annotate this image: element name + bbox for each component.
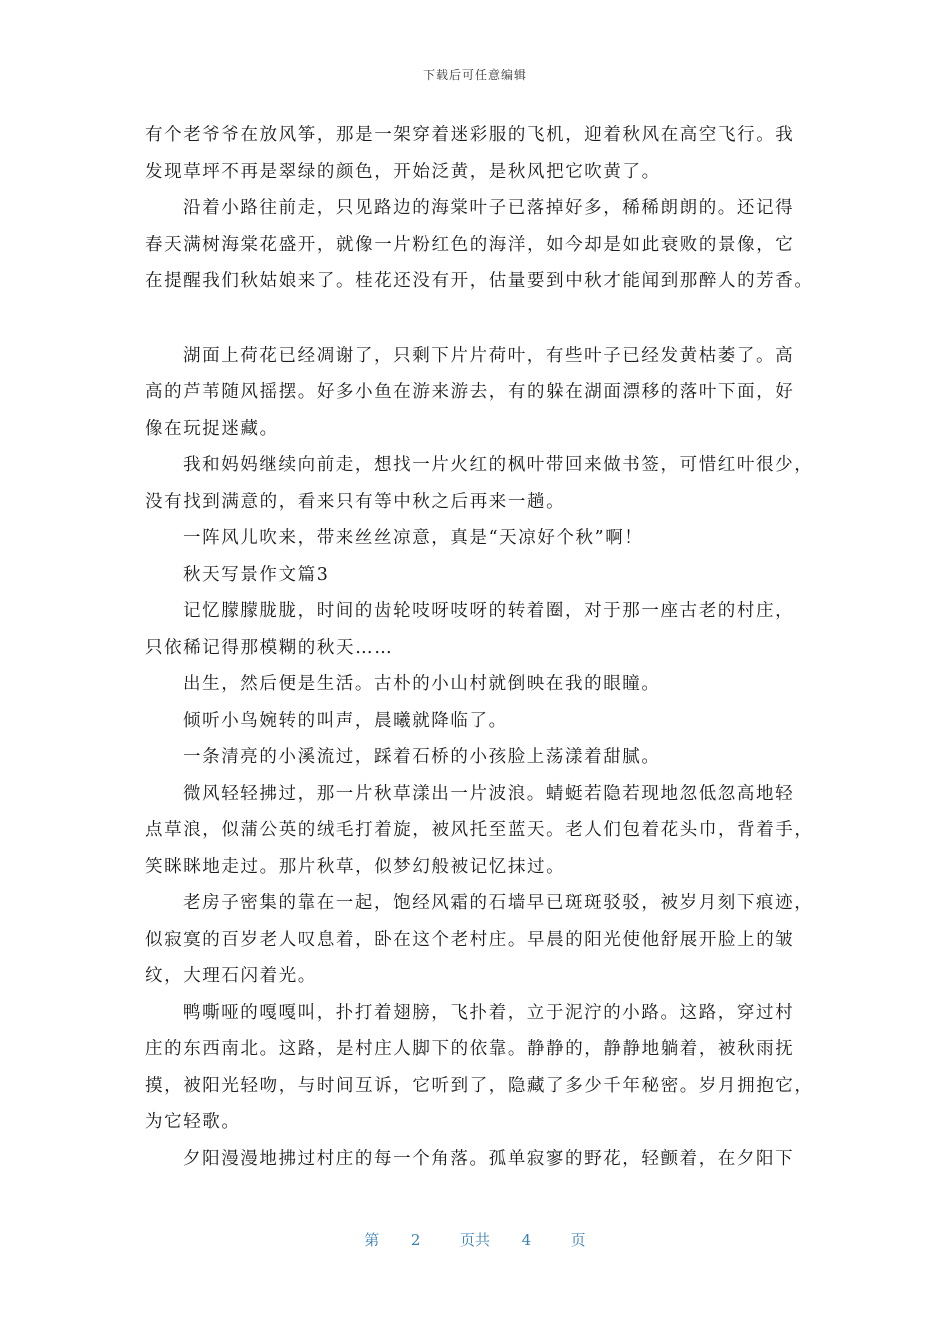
paragraph xyxy=(145,666,815,703)
text-line: 似寂寞的百岁老人叹息着，卧在这个老村庄。早晨的阳光使他舒展开脸上的皱 xyxy=(145,929,795,950)
text-line: 在提醒我们秋姑娘来了。桂花还没有开，估量要到中秋才能闻到那醉人的芳香。 xyxy=(145,271,814,291)
text-line: 湖面上荷花已经凋谢了，只剩下片片荷叶，有些叶子已经发黄枯萎了。高 xyxy=(183,345,795,366)
text-line: 有个老爷爷在放风筝，那是一架穿着迷彩服的飞机，迎着秋风在高空飞行。我 xyxy=(145,125,795,145)
text-line: 一阵风儿吹来，带来丝丝凉意，真是“天凉好个秋”啊！ xyxy=(183,528,644,548)
paragraph xyxy=(145,593,815,666)
text-line: 为它轻歌。 xyxy=(145,1112,241,1132)
text-line: 倾听小鸟婉转的叫声，晨曦就降临了。 xyxy=(183,710,508,731)
paragraph xyxy=(145,520,815,557)
text-line: 微风轻轻拂过，那一片秋草漾出一片波浪。蜻蜓若隐若现地忽低忽高地轻 xyxy=(183,783,795,804)
paragraph xyxy=(145,885,815,995)
text-line: 纹，大理石闪着光。 xyxy=(145,966,317,986)
paragraph xyxy=(145,190,815,300)
page-header xyxy=(0,66,950,83)
paragraph xyxy=(145,1141,815,1178)
paragraph xyxy=(145,776,815,886)
document-body xyxy=(145,117,815,1177)
text-line: 高的芦苇随风摇摆。好多小鱼在游来游去，有的躲在湖面漂移的落叶下面，好 xyxy=(145,382,795,402)
page-footer xyxy=(0,1229,950,1250)
text-line: 点草浪，似蒲公英的绒毛打着旋，被风托至蓝天。老人们包着花头巾，背着手， xyxy=(145,820,814,840)
text-line: 沿着小路往前走，只见路边的海棠叶子已落掉好多，稀稀朗朗的。还记得 xyxy=(183,198,795,218)
header-text: 下载后可任意编辑 xyxy=(422,68,527,82)
text-line: 一条清亮的小溪流过，踩着石桥的小孩脸上荡漾着甜腻。 xyxy=(183,747,661,767)
current-page-number: 2 xyxy=(410,1231,421,1249)
paragraph xyxy=(145,117,815,190)
paragraph-list xyxy=(145,117,815,1177)
paragraph-gap xyxy=(145,300,815,338)
text-line: 没有找到满意的，看来只有等中秋之后再来一趟。 xyxy=(145,491,566,512)
text-line: 春天满树海棠花盛开，就像一片粉红色的海洋，如今却是如此衰败的景像，它 xyxy=(145,234,795,255)
paragraph xyxy=(145,703,815,740)
paragraph xyxy=(145,338,815,448)
paragraph xyxy=(145,557,815,594)
text-line: 记忆朦朦胧胧，时间的齿轮吱呀吱呀的转着圈，对于那一座古老的村庄， xyxy=(183,601,795,621)
text-line: 像在玩捉迷藏。 xyxy=(145,418,279,439)
text-line: 夕阳漫漫地拂过村庄的每一个角落。孤单寂寥的野花，轻颤着，在夕阳下 xyxy=(183,1148,795,1169)
footer-suffix: 页 xyxy=(570,1231,586,1249)
text-line: 只依稀记得那模糊的秋天…… xyxy=(145,637,394,658)
total-page-number: 4 xyxy=(521,1231,532,1249)
footer-prefix: 第 xyxy=(364,1231,380,1249)
text-line: 笑眯眯地走过。那片秋草，似梦幻般被记忆抹过。 xyxy=(145,856,566,877)
paragraph xyxy=(145,447,815,520)
text-line: 秋天写景作文篇3 xyxy=(183,564,330,585)
text-line: 发现草坪不再是翠绿的颜色，开始泛黄，是秋风把它吹黄了。 xyxy=(145,161,661,182)
text-line: 老房子密集的靠在一起，饱经风霜的石墙早已斑斑驳驳，被岁月刻下痕迹， xyxy=(183,893,814,913)
text-line: 摸，被阳光轻吻，与时间互诉，它听到了，隐藏了多少千年秘密。岁月拥抱它， xyxy=(145,1075,814,1096)
text-line: 出生，然后便是生活。古朴的小山村就倒映在我的眼瞳。 xyxy=(183,674,661,694)
footer-middle: 页共 xyxy=(459,1231,490,1249)
paragraph xyxy=(145,995,815,1141)
text-line: 鸭嘶哑的嘎嘎叫，扑打着翅膀，飞扑着，立于泥泞的小路。这路，穿过村 xyxy=(183,1002,795,1023)
text-line: 庄的东西南北。这路，是村庄人脚下的依靠。静静的，静静地躺着，被秋雨抚 xyxy=(145,1039,795,1059)
text-line: 我和妈妈继续向前走，想找一片火红的枫叶带回来做书签，可惜红叶很少， xyxy=(183,455,814,475)
paragraph xyxy=(145,739,815,776)
